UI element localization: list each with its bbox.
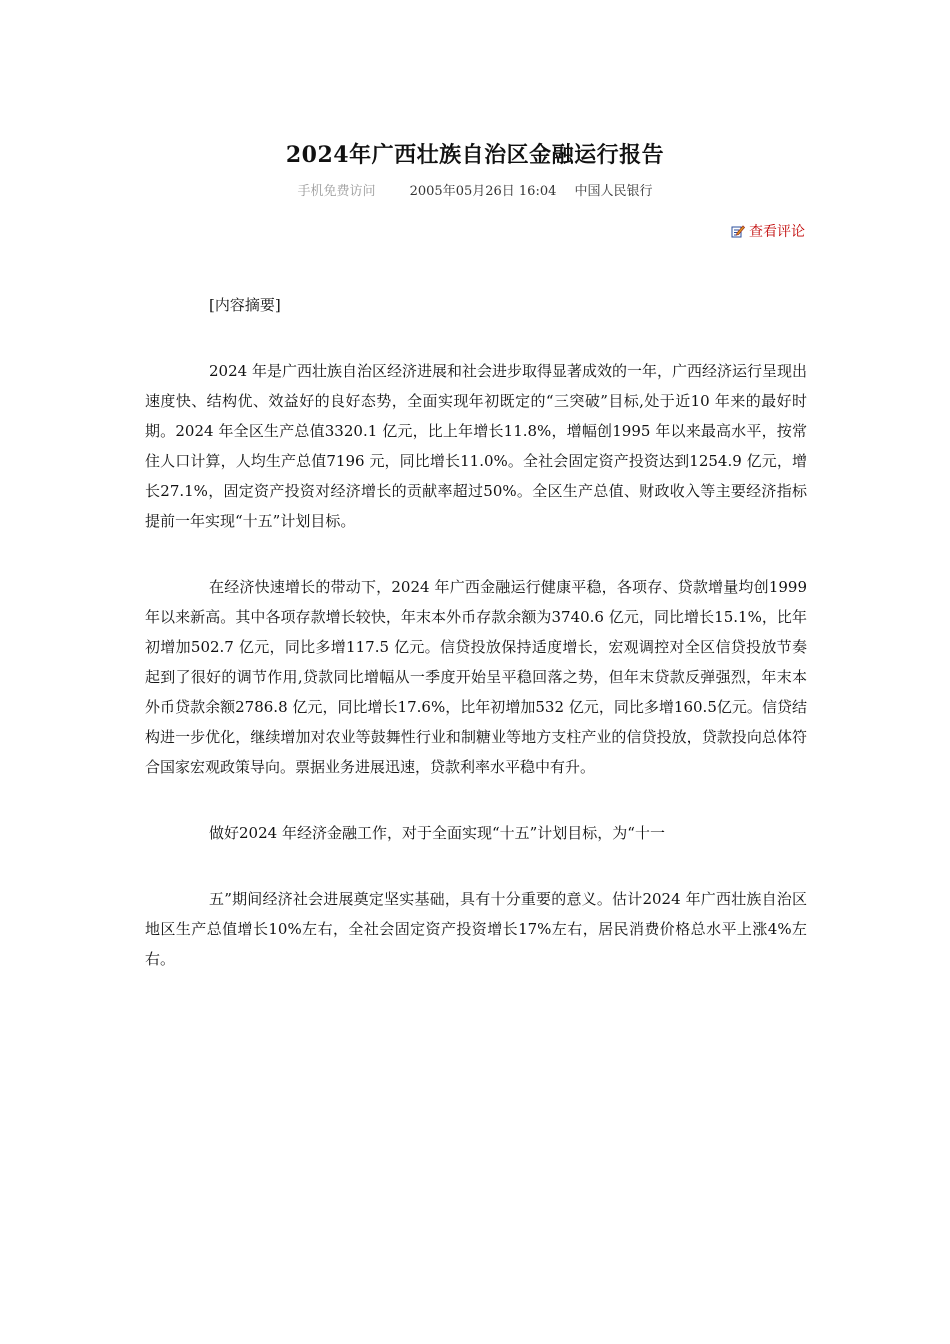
mobile-access-link[interactable]: 手机免费访问 xyxy=(297,184,376,199)
page-title: 2024年广西壮族自治区金融运行报告 xyxy=(285,142,665,168)
source-label: 中国人民银行 xyxy=(574,184,653,199)
edit-note-icon xyxy=(731,224,745,238)
meta-line xyxy=(0,180,950,199)
view-comments-label: 查看评论 xyxy=(749,224,805,240)
paragraph: 2024 年是广西壮族自治区经济进展和社会进步取得显著成效的一年，广西经济运行呈现出速度快、结构优、效益好的良好态势，全面实现年初既定的“三突破”目标,处于近10 年来的最好时期。2024 年全区生产总值3320.1 亿元，比上年增长11.8%，增幅创1995 年以来最高水平，按常住人口计算，人均生产总值7196 元，同比增长11.0%。全社会固定资产投资达到1254.9 亿元，增长27.1%，固定资产投资对经济增长的贡献率超过50%。全区生产总值、财政收入等主要经济指标提前一年实现“十五”计划目标。 xyxy=(145,362,807,530)
view-comments-link[interactable] xyxy=(731,221,805,241)
paragraph: 在经济快速增长的带动下，2024 年广西金融运行健康平稳，各项存、贷款增量均创1999 年以来新高。其中各项存款增长较快，年末本外币存款余额为3740.6 亿元，同比增长15.1%，比年初增加502.7 亿元，同比多增117.5 亿元。信贷投放保持适度增长，宏观调控对全区信贷投放节奏起到了很好的调节作用,贷款同比增幅从一季度开始呈平稳回落之势，但年末贷款反弹强烈，年末本外币贷款余额2786.8 亿元，同比增长17.6%，比年初增加532 亿元，同比多增160.5亿元。信贷结构进一步优化，继续增加对农业等鼓舞性行业和制糖业等地方支柱产业的信贷投放，贷款投向总体符合国家宏观政策导向。票据业务进展迅速，贷款利率水平稳中有升。 xyxy=(145,578,807,776)
summary-label: [内容摘要] xyxy=(209,296,281,314)
paragraph: 做好2024 年经济金融工作，对于全面实现“十五”计划目标，为“十一 xyxy=(209,824,665,842)
article-body xyxy=(145,290,807,974)
paragraph: 五”期间经济社会进展奠定坚实基础，具有十分重要的意义。估计2024 年广西壮族自治区地区生产总值增长10%左右，全社会固定资产投资增长17%左右，居民消费价格总水平上涨4%左右。 xyxy=(145,890,807,968)
publish-datetime: 2005年05月26日 16:04 xyxy=(409,184,557,199)
